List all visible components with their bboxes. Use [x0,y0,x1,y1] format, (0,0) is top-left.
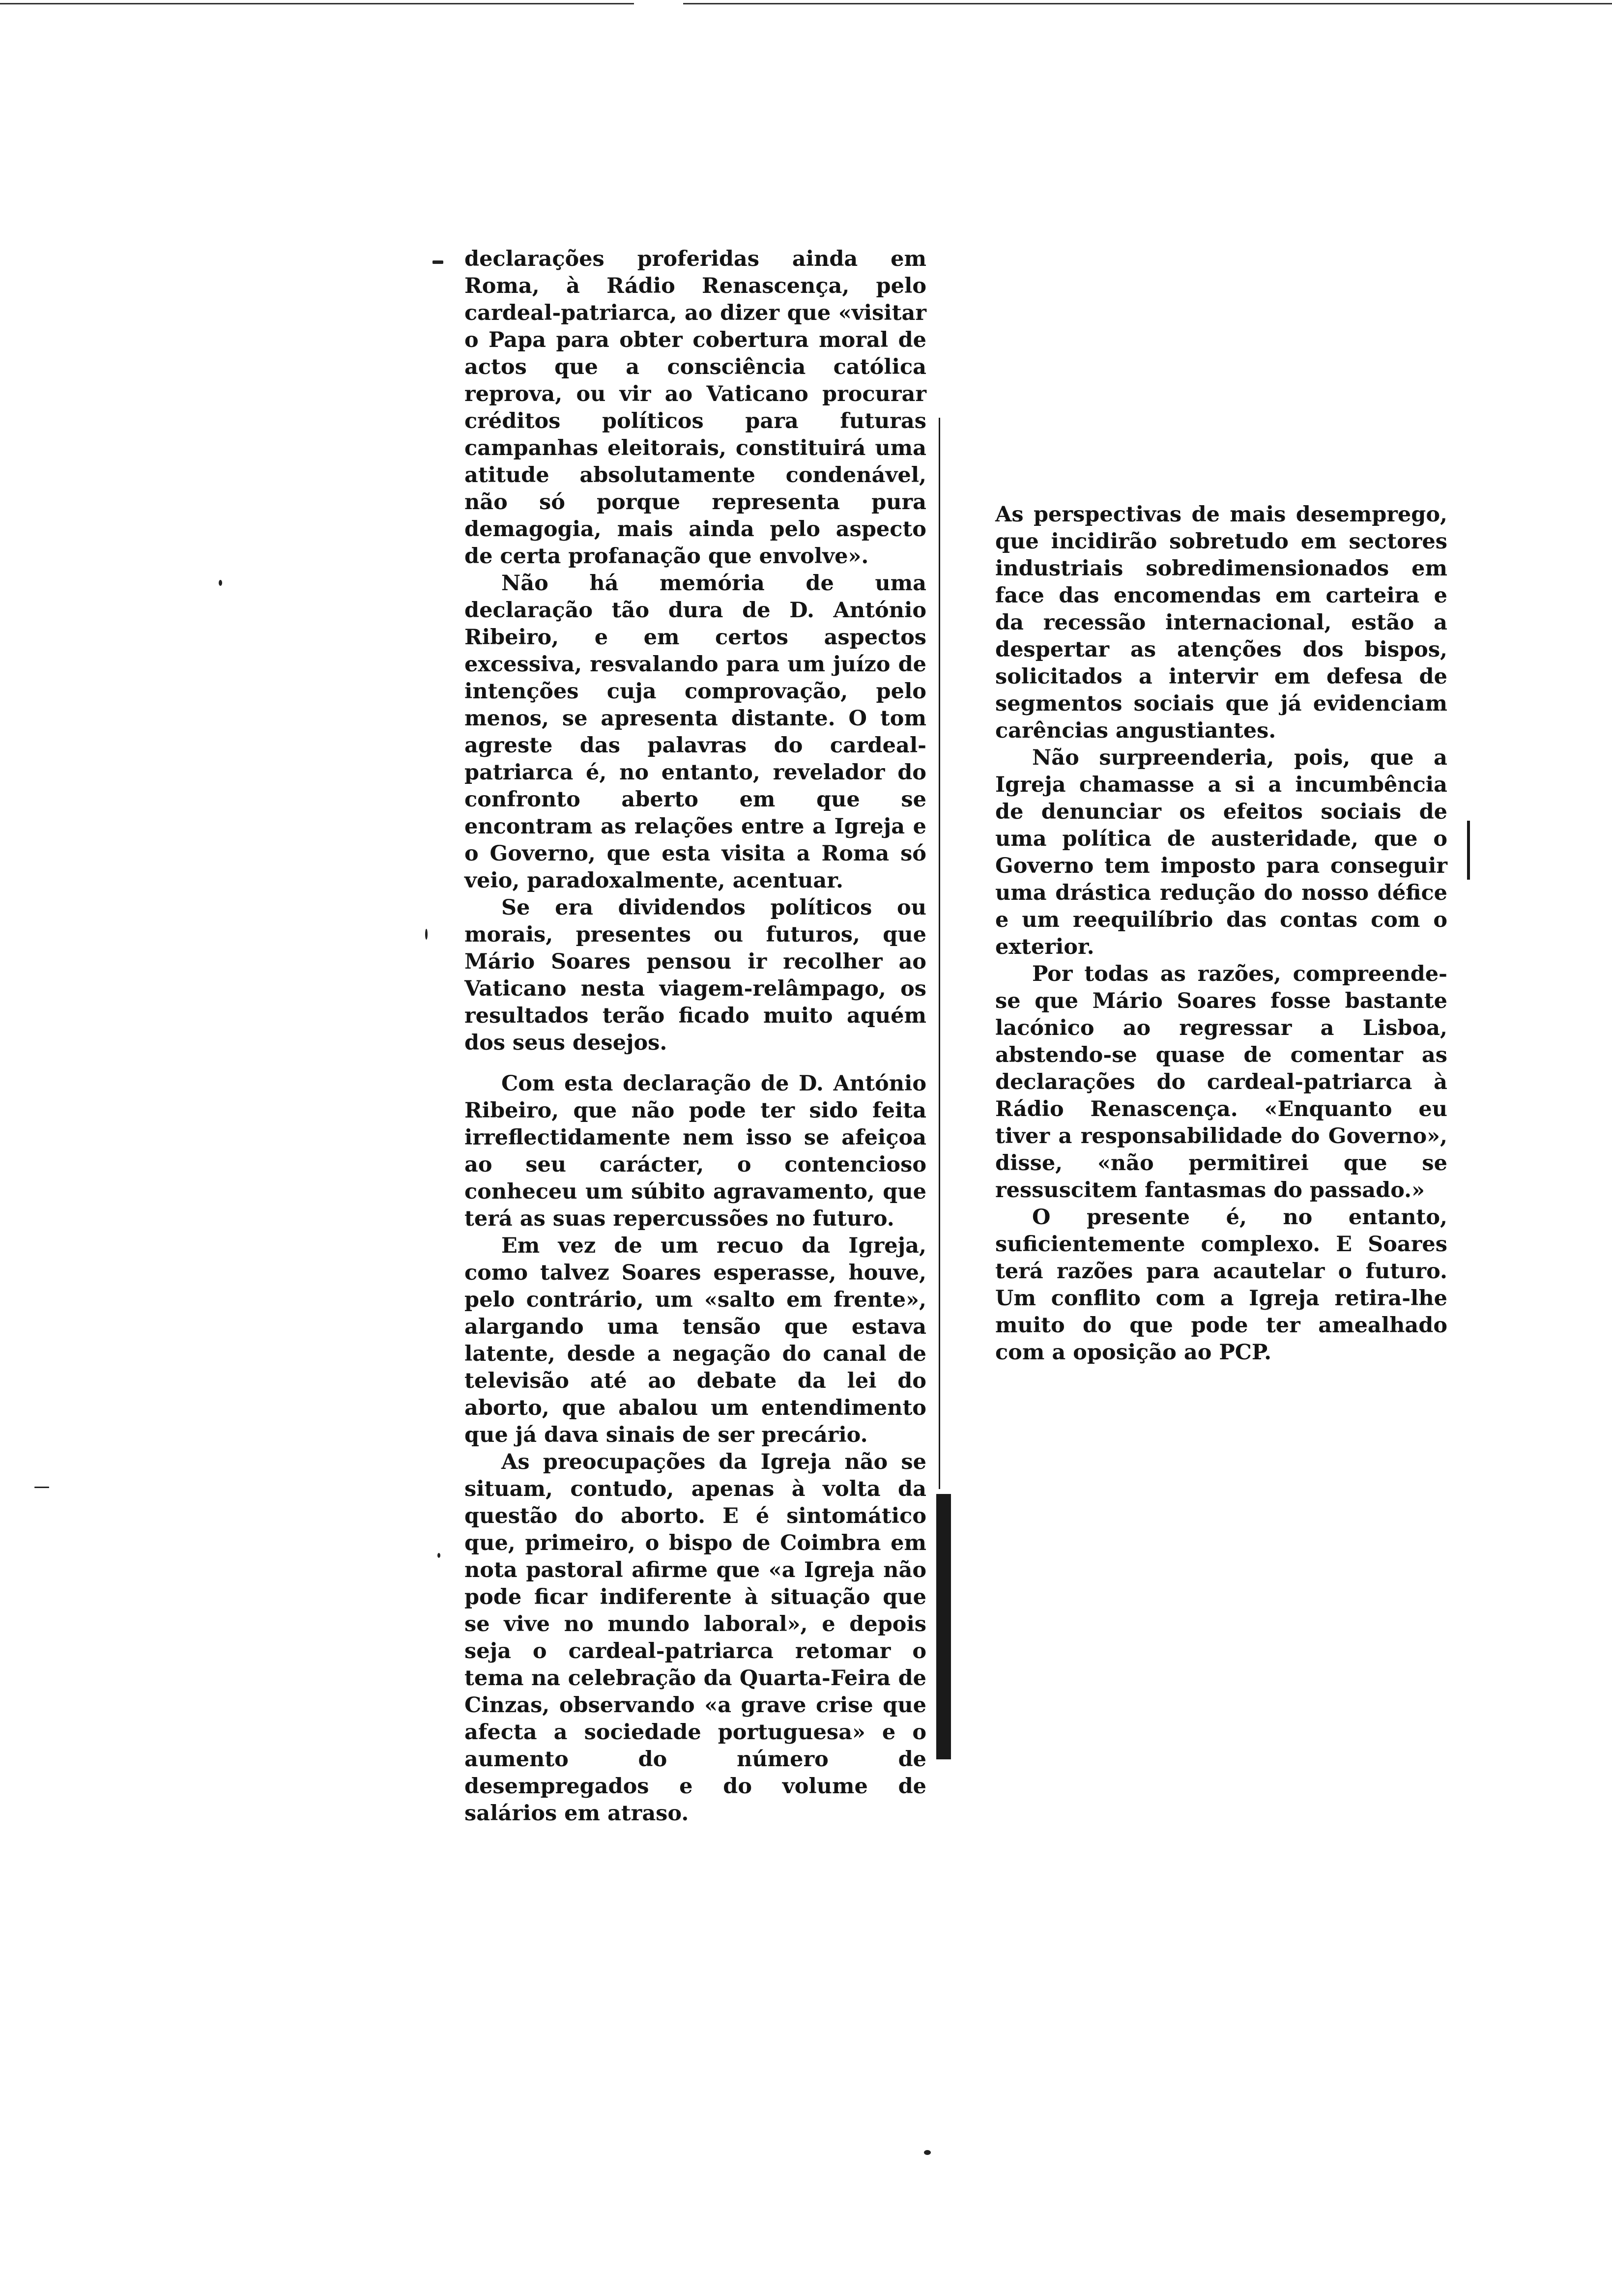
left-column [464,246,926,1827]
right-column [995,501,1447,1366]
scan-speck [219,580,222,586]
scan-speck [432,260,443,264]
scan-edge-line-right [683,3,1612,4]
paragraph: Em vez de um recuo da Igreja, como talvez Soares esperasse, houve, pelo contrário, um «salto em frente», alargando uma tensão que estava latente, desde a negação do canal de televisão até ao debate da lei do aborto, que abalou um entendimento que já dava sinais de ser precário. [464,1234,926,1447]
paragraph: As preocupações da Igreja não se situam, contudo, apenas à volta da questão do aborto. E é sintomático que, primeiro, o bispo de Coimbra em nota pastoral afirme que «a Igreja não pode ficar indiferente à situação que se vive no mundo laboral», e depois seja o cardeal-patriarca retomar o tema na celebração da Quarta-Feira de Cinzas, observando «a grave crise que afecta a sociedade portuguesa» e o aumento do número de desempregados e do volume de salários em atraso. [464,1450,926,1826]
scan-margin-mark [1467,821,1470,880]
scan-speck [34,1487,49,1488]
scan-dark-edge [936,1494,951,1759]
paragraph: Se era dividendos políticos ou morais, presentes ou futuros, que Mário Soares pensou ir recolher ao Vaticano nesta viagem-relâmpago, os resultados terão ficado muito aquém dos seus desejos. [464,895,926,1055]
paragraph: O presente é, no entanto, suficientemente complexo. E Soares terá razões para acautelar o futuro. Um conflito com a Igreja retira-lhe muito do que pode ter amealhado com a oposição ao PCP. [995,1205,1447,1365]
paragraph: Não há memória de uma declaração tão dura de D. António Ribeiro, e em certos aspectos excessiva, resvalando para um juízo de intenções cuja comprovação, pelo menos, se apresenta distante. O tom agreste das palavras do cardeal-patriarca é, no entanto, revelador do confronto aberto em que se encontram as relações entre a Igreja e o Governo, que esta visita a Roma só veio, paradoxalmente, acentuar. [464,571,926,893]
scan-edge-line-left [0,3,634,4]
paragraph: declarações proferidas ainda em Roma, à Rádio Renascença, pelo cardeal-patriarca, ao dizer que «visitar o Papa para obter cobertura moral de actos que a consciência católica reprova, ou vir ao Vaticano procurar créditos políticos para futuras campanhas eleitorais, constituirá uma atitude absolutamente condenável, não só porque representa pura demagogia, mais ainda pelo aspecto de certa profanação que envolve». [464,247,926,569]
scan-speck [924,2150,931,2155]
scan-speck [437,1553,440,1558]
paragraph: As perspectivas de mais desemprego, que incidirão sobretudo em sectores industriais sobredimensionados em face das encomendas em carteira e da recessão internacional, estão a despertar as atenções dos bispos, solicitados a intervir em defesa de segmentos sociais que já evidenciam carências angustiantes. [995,502,1447,743]
paragraph: Por todas as razões, compreende-se que Mário Soares fosse bastante lacónico ao regressar a Lisboa, abstendo-se quase de comentar as declarações do cardeal-patriarca à Rádio Renascença. «Enquanto eu tiver a responsabilidade do Governo», disse, «não permitirei que se ressuscitem fantasmas do passado.» [995,962,1447,1203]
paragraph: Não surpreenderia, pois, que a Igreja chamasse a si a incumbência de denunciar os efeitos sociais de uma política de austeridade, que o Governo tem imposto para conseguir uma drástica redução do nosso défice e um reequilíbrio das contas com o exterior. [995,746,1447,959]
column-divider-rule [939,418,940,1489]
paragraph: Com esta declaração de D. António Ribeiro, que não pode ter sido feita irreflectidamente nem isso se afeiçoa ao seu carácter, o contencioso conheceu um súbito agravamento, que terá as suas repercussões no futuro. [464,1071,926,1231]
scan-speck [425,929,428,940]
